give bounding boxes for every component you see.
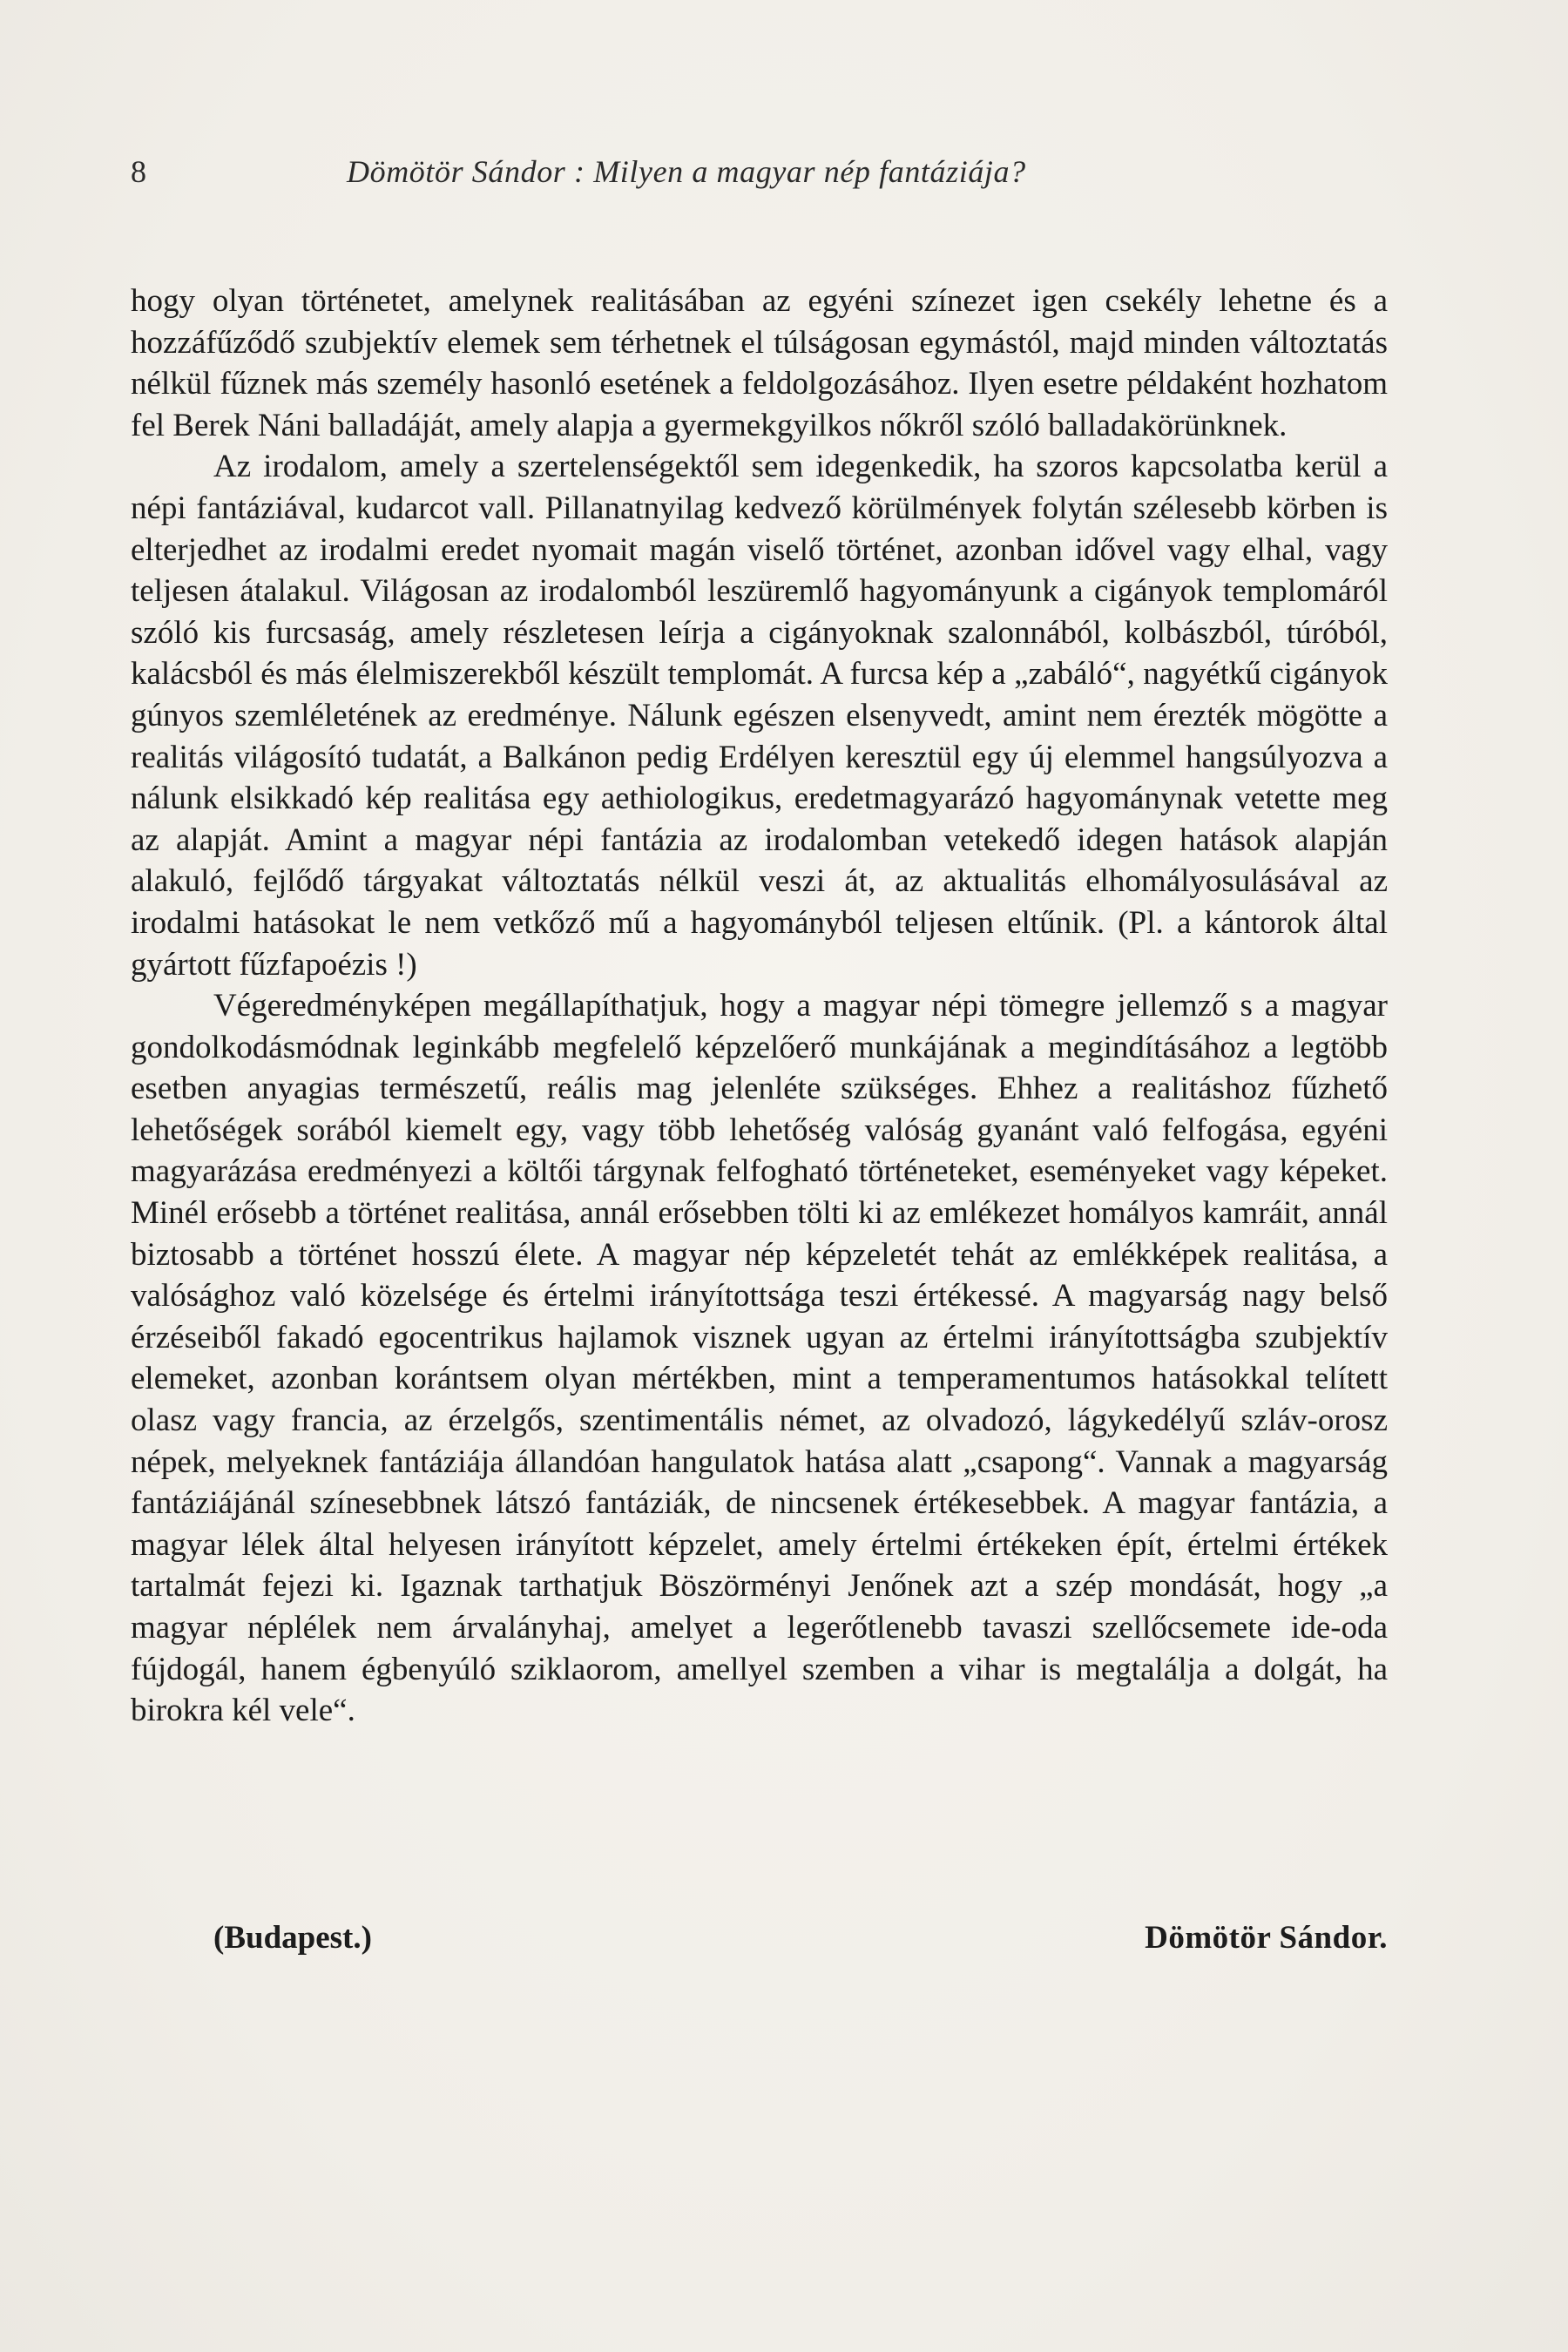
paragraph-2: Az irodalom, amely a szertelenségektől sem idegenkedik, ha szoros kapcsolatba kerül a népi fantáziával, kudarcot vall. Pillanatnyilag kedvező körülmények folytán szélesebb körben is elterjedhet az irodalmi eredet nyomait magán viselő történet, azonban idővel vagy elhal, vagy teljesen átalakul. Világosan az irodalomból leszüremlő hagyományunk a cigányok templomáról szóló kis furcsaság, amely részletesen leírja a cigányoknak szalonnából, kolbászból, túróból, kalácsból és más élelmiszerekből készült templomát. A furcsa kép a „zabáló“, nagyétkű cigányok gúnyos szemléletének az eredménye. Nálunk egészen elsenyvedt, amint nem érezték mögötte a realitás világosító tudatát, a Balkánon pedig Erdélyen keresztül egy új elemmel hangsúlyozva a nálunk elsikkadó kép realitása egy aethiologikus, eredetmagyarázó hagyománynak vetette meg az alapját. Amint a magyar népi fantázia az irodalomban vetekedő idegen hatások alapján alakuló, fejlődő tárgyakat változtatás nélkül veszi át, az aktualitás elhomályosulásával az irodalmi hatásokat le nem vetkőző mű a hagyományból teljesen eltűnik. (Pl. a kántorok által gyártott fűzfapoézis !) [131,449,1388,983]
running-title: Dömötör Sándor : Milyen a magyar nép fantáziája? [347,154,1026,189]
signature-line [131,1916,1388,1960]
article-body [131,280,1388,1732]
signature-place: (Budapest.) [213,1920,372,1956]
page-header [131,150,1176,193]
paragraph-3: Végeredményképen megállapíthatjuk, hogy a magyar népi tömegre jellemző s a magyar gondolkodásmódnak leginkább megfelelő képzelőerő munkájának a megindításához a legtöbb esetben anyagias természetű, reális mag jelenléte szükséges. Ehhez a realitáshoz fűzhető lehetőségek sorából kiemelt egy, vagy több lehetőség valóság gyanánt való felfogása, egyéni magyarázása eredményezi a költői tárgynak felfogható történeteket, eseményeket vagy képeket. Minél erősebb a történet realitása, annál erősebben tölti ki az emlékezet homályos kamráit, annál biztosabb a történet hosszú élete. A magyar nép képzeletét tehát az emlékképek realitása, a valósághoz való közelsége és értelmi irányítottsága teszi értékessé. A magyarság nagy belső érzéseiből fakadó egocentrikus hajlamok visznek ugyan az értelmi irányítottságba szubjektív elemeket, azonban korántsem olyan mértékben, mint a temperamentumos hatásokkal telített olasz vagy francia, az érzelgős, szentimentális német, az olvadozó, lágykedélyű szláv-orosz népek, melyeknek fantáziája állandóan hangulatok hatása alatt „csapong“. Vannak a magyarság fantáziájánál színesebbnek látszó fantáziák, de nincsenek értékesebbek. A magyar fantázia, a magyar lélek által helyesen irányított képzelet, amely értelmi értékeken épít, értelmi értékek tartalmát fejezi ki. Igaznak tarthatjuk Böszörményi Jenőnek azt a szép mondását, hogy „a magyar néplélek nem árvalányhaj, amelyet a legerőtlenebb tavaszi szellőcsemete ide-oda fújdogál, hanem égbenyúló sziklaorom, amellyel szemben a vihar is megtalálja a dolgát, ha birokra kél vele“. [131,988,1388,1729]
signature-author: Dömötör Sándor. [1145,1920,1388,1956]
page-number: 8 [131,154,146,189]
paragraph-1: hogy olyan történetet, amelynek realitásában az egyéni színezet igen csekély lehetne és a hozzáfűződő szubjektív elemek sem térhetnek el túlságosan egymástól, majd minden változtatás nélkül fűznek más személy hasonló esetének a feldolgozásához. Ilyen esetre példaként hozhatom fel Berek Náni balladáját, amely alapja a gyermekgyilkos nőkről szóló balladakörünknek. [131,283,1388,443]
